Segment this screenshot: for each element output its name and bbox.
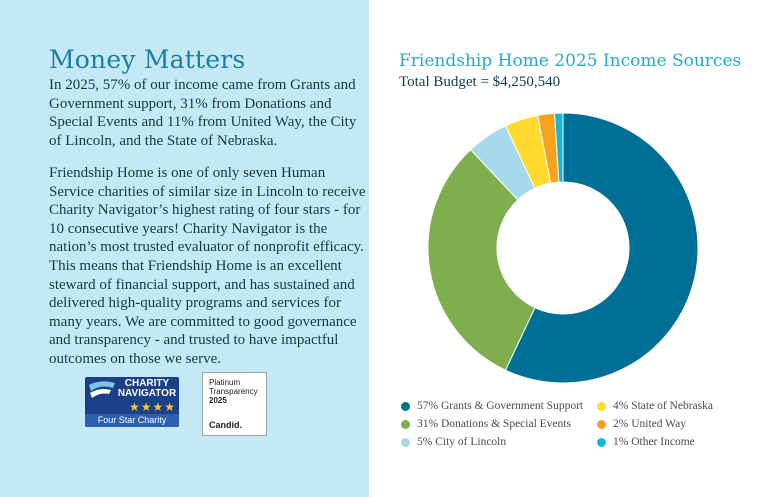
legend-item [401,436,506,448]
legend-label: 5% City of Lincoln [417,436,507,448]
legend-swatch [597,420,606,429]
section-heading: Money Matters [49,45,246,74]
legend-label: 57% Grants & Government Support [417,400,584,412]
legend-item [401,400,583,412]
rating-stars: ★★★★ [128,400,176,414]
charity-navigator-line1: CHARITY [124,378,170,389]
rating-paragraph: Friendship Home is one of only seven Human Service charities of similar size in Lincoln to receive Charity Navigator’s highest rating of four stars - for 10 consecutive years! Charity Navigator is the nation’s most trusted evaluator of nonprofit efficacy. This means that Friendship Home is an excellent steward of financial support, and has sustained and delivered high-quality programs and services for many years. We are committed to good governance and transparency - and trusted to have impactful outcomes on those we serve. [49,165,366,367]
legend-item [401,418,571,430]
legend-label: 1% Other Income [613,436,695,448]
candid-brand: Candid. [209,420,242,430]
charity-navigator-line2: NAVIGATOR [117,388,177,399]
legend-label: 31% Donations & Special Events [417,418,571,430]
legend-item [597,400,713,412]
legend-swatch [401,402,410,411]
intro-paragraph: In 2025, 57% of our income came from Grants and Government support, 31% from Donations and Special Events and 11% from United Way, the City of Lincoln, and the State of Nebraska. [49,77,357,149]
legend-item [597,436,695,448]
legend-label: 2% United Way [613,418,686,430]
legend-swatch [401,438,410,447]
legend-swatch [597,402,606,411]
legend-label: 4% State of Nebraska [613,400,713,412]
candid-level: Platinum [209,378,241,387]
candid-year: 2025 [209,396,227,405]
charity-navigator-subtitle: Four Star Charity [85,414,179,427]
chart-title: Friendship Home 2025 Income Sources [399,51,742,71]
chart-subtitle: Total Budget = $4,250,540 [399,74,561,90]
legend-item [597,418,686,430]
legend-swatch [401,420,410,429]
candid-type: Transparency [209,387,258,396]
legend-swatch [597,438,606,447]
